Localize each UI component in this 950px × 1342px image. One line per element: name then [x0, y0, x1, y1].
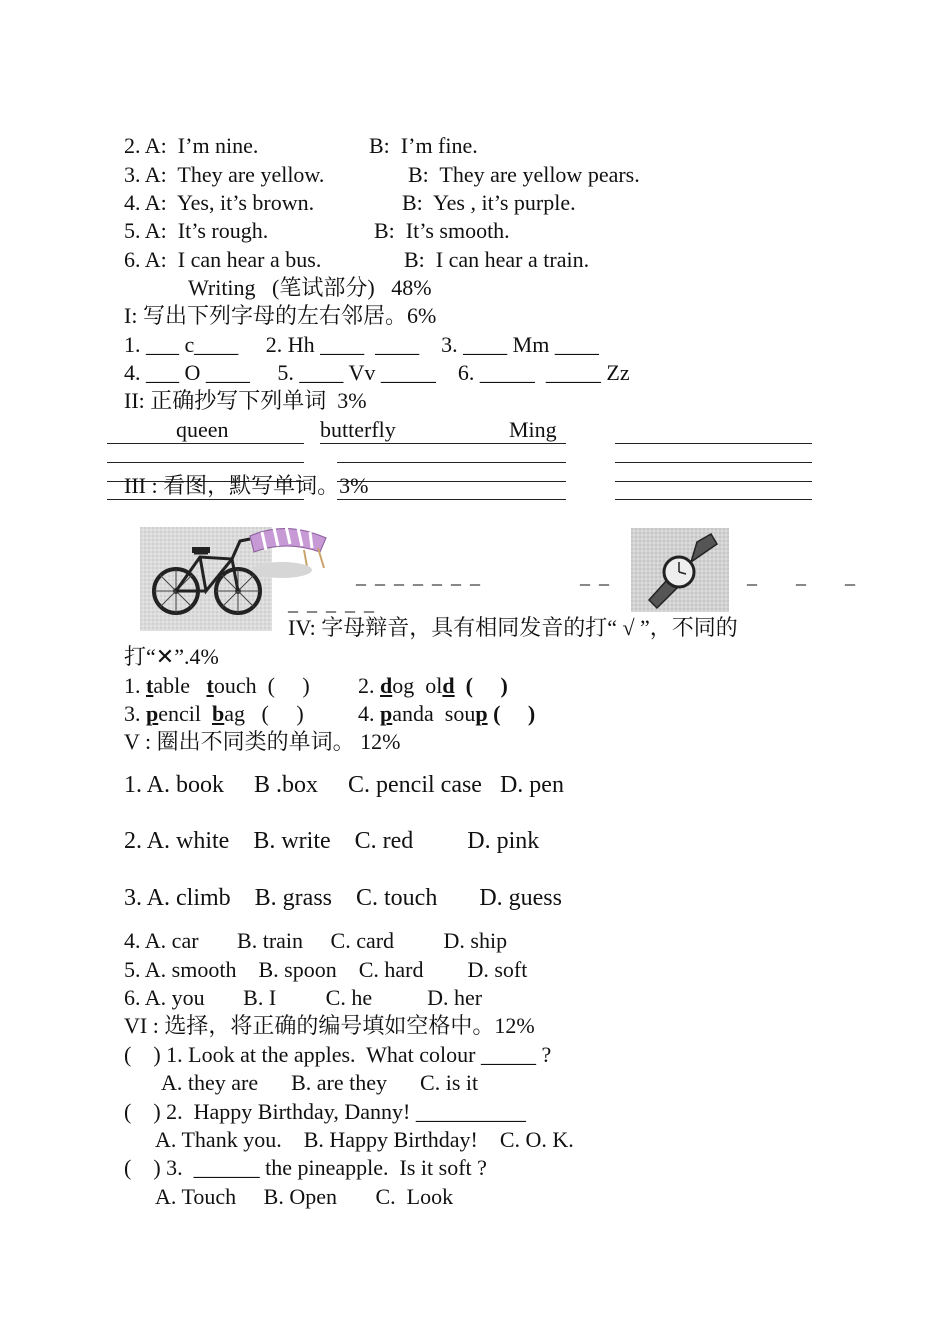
sec4-q4-num: 4. [358, 701, 380, 726]
sec4-q3-letter-2: b [212, 701, 225, 726]
sec4-q1-num: 1. [124, 673, 146, 698]
sec1-row1: 1. ___ c____ 2. Hh ____ ____ 3. ____ Mm ____ [124, 332, 599, 357]
sec6-q3-options: A. Touch B. Open C. Look [155, 1184, 454, 1209]
copy-line [615, 462, 812, 463]
sec4-q2-letter-2: d [442, 673, 455, 698]
sec5-q2: 2. A. white B. write C. red D. pink [124, 828, 540, 854]
sec3-blank-2: _ _ [580, 566, 611, 588]
sec2-word-queen: queen [176, 417, 229, 442]
sec1-title: I: 写出下列字母的左右邻居。6% [124, 303, 437, 328]
sec2-word-butterfly: butterfly [320, 417, 396, 442]
copy-line [107, 499, 304, 500]
sec4-q3 [124, 701, 304, 727]
copy-line [337, 499, 566, 500]
listening-4b: B: Yes , it’s purple. [402, 190, 576, 215]
sec1-row2: 4. ___ O ____ 5. ____ Vv _____ 6. _____ _____ Zz [124, 360, 630, 385]
sec4-q2-num: 2. [358, 673, 380, 698]
sec4-q3-num: 3. [124, 701, 146, 726]
sec6-q1-options: A. they are B. are they C. is it [161, 1070, 479, 1095]
sec4-q1-letter-2: t [206, 673, 214, 698]
sec6-q1: ( ) 1. Look at the apples. What colour _____ ? [124, 1042, 552, 1067]
sec5-q5: 5. A. smooth B. spoon C. hard D. soft [124, 957, 528, 982]
copy-line [107, 443, 304, 444]
writing-title: Writing (笔试部分) 48% [188, 275, 432, 300]
sec4-q1-word-2: ouch [213, 673, 257, 698]
copy-line [107, 462, 304, 463]
copy-line [615, 481, 812, 482]
copy-line [615, 499, 812, 500]
sec4-q3-word-2: ag [224, 701, 246, 726]
sec6-title: VI : 选择，将正确的编号填如空格中。12% [124, 1013, 535, 1038]
copy-line [337, 481, 566, 482]
sec5-q1: 1. A. book B .box C. pencil case D. pen [124, 772, 564, 798]
sec4-title-a: IV: 字母辩音，具有相同发音的打“ √ ”，不同的 [288, 615, 738, 640]
sec4-q1-answer[interactable]: ( ) [267, 673, 310, 698]
umbrella-picture [246, 522, 330, 580]
sec5-q3: 3. A. climb B. grass C. touch D. guess [124, 885, 562, 911]
sec4-q4-word-2: sou [444, 701, 476, 726]
sec3-title: III : 看图，默写单词。3% [124, 473, 369, 498]
sec4-q2 [358, 673, 508, 699]
copy-line [320, 443, 566, 444]
listening-5b: B: It’s smooth. [374, 218, 510, 243]
sec5-q6: 6. A. you B. I C. he D. her [124, 985, 483, 1010]
sec4-q3-word-1: encil [158, 701, 202, 726]
listening-5a: 5. A: It’s rough. [124, 218, 269, 243]
listening-2b: B: I’m fine. [369, 133, 478, 158]
sec4-q2-answer[interactable]: ( ) [465, 673, 508, 698]
sec4-q1-word-1: able [153, 673, 190, 698]
sec6-q2-options: A. Thank you. B. Happy Birthday! C. O. K. [155, 1127, 574, 1152]
listening-3a: 3. A: They are yellow. [124, 162, 325, 187]
sec4-q4-letter-2: p [475, 701, 488, 726]
listening-4a: 4. A: Yes, it’s brown. [124, 190, 315, 215]
listening-6b: B: I can hear a train. [404, 247, 590, 272]
sec3-blank-1: _ _ _ _ _ _ _ [356, 566, 482, 588]
sec2-word-ming: Ming [509, 417, 557, 442]
sec4-q4-letter-1: p [380, 701, 393, 726]
sec4-q4 [358, 701, 535, 727]
sec4-q2-letter-1: d [380, 673, 393, 698]
sec4-q3-letter-1: p [146, 701, 159, 726]
sec5-title: V : 圈出不同类的单词。 12% [124, 729, 401, 754]
sec3-blank-4: _ _ _ _ _ [288, 593, 376, 615]
sec4-q2-word-2: ol [425, 673, 443, 698]
copy-line [615, 443, 812, 444]
sec6-q2: ( ) 2. Happy Birthday, Danny! __________ [124, 1099, 526, 1124]
listening-6a: 6. A: I can hear a bus. [124, 247, 322, 272]
sec5-q4: 4. A. car B. train C. card D. ship [124, 928, 508, 953]
sec4-q2-word-1: og [392, 673, 415, 698]
sec4-q1 [124, 673, 310, 699]
listening-3b: B: They are yellow pears. [408, 162, 640, 187]
sec2-title: II: 正确抄写下列单词 3% [124, 388, 367, 413]
sec4-q4-answer[interactable]: ( ) [493, 701, 536, 726]
sec6-q3: ( ) 3. ______ the pineapple. Is it soft ? [124, 1155, 487, 1180]
listening-2a: 2. A: I’m nine. [124, 133, 259, 158]
sec4-title-b: 打“✕”.4% [124, 644, 219, 669]
sec3-blank-3: _ _ _ [747, 566, 861, 588]
sec4-q1-letter-1: t [146, 673, 154, 698]
sec4-q4-word-1: anda [392, 701, 434, 726]
watch-picture [631, 528, 729, 612]
sec4-q3-answer[interactable]: ( ) [261, 701, 304, 726]
copy-line [337, 462, 566, 463]
